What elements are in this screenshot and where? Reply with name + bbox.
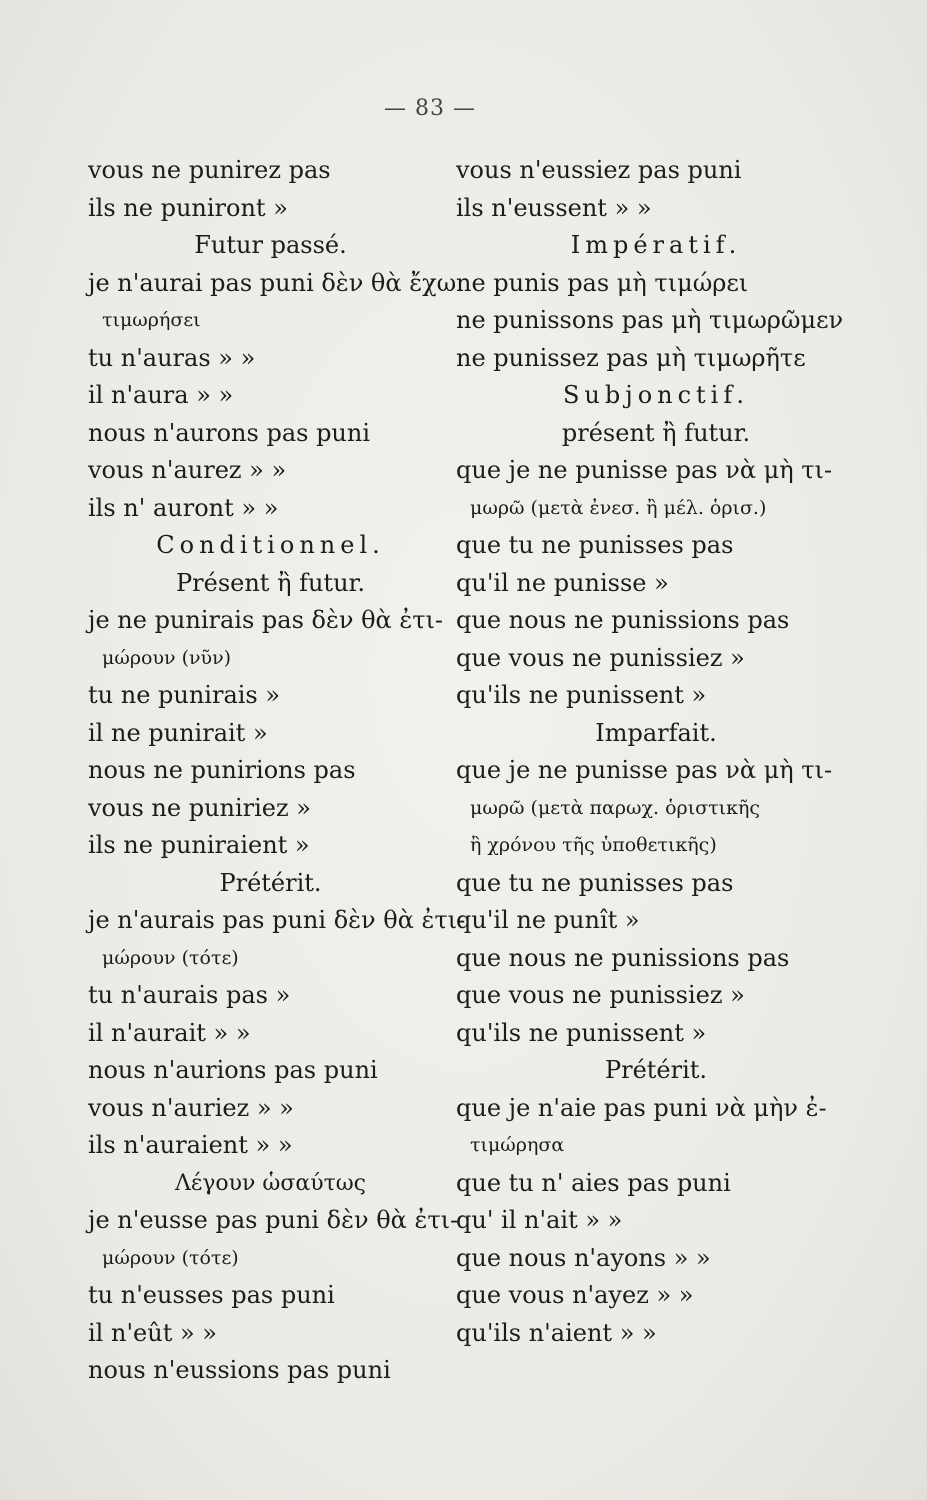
text-line: ils ne puniront » bbox=[88, 193, 288, 222]
text-line: τιμωρήσει bbox=[102, 309, 201, 331]
text-line: il ne punirait » bbox=[88, 718, 268, 747]
page-number: — 83 — bbox=[384, 96, 476, 121]
text-line: que nous ne punissions pas bbox=[456, 943, 790, 972]
text-line: que vous n'ayez » » bbox=[456, 1281, 694, 1309]
text-line: vous n'eussiez pas puni bbox=[456, 156, 742, 184]
section-heading: Λέγουν ὡσαύτως bbox=[174, 1170, 367, 1196]
section-heading: présent ἢ futur. bbox=[561, 418, 751, 447]
text-line: ils n'auraient » » bbox=[88, 1131, 293, 1159]
text-line: vous n'aurez » » bbox=[88, 456, 287, 484]
text-line: que nous ne punissions pas bbox=[456, 606, 790, 634]
text-line: que tu n' aies pas puni bbox=[456, 1168, 731, 1197]
text-line: tu n'auras » » bbox=[88, 343, 256, 372]
text-line: qu'il ne punisse » bbox=[456, 568, 669, 597]
text-line: μωρῶ (μετὰ παρωχ. ὁριστικῆς bbox=[470, 796, 760, 819]
text-line: tu n'aurais pas » bbox=[88, 981, 291, 1009]
text-line: je n'eusse pas puni δὲν θὰ ἐτι- bbox=[88, 1206, 459, 1234]
text-line: qu'ils ne punissent » bbox=[456, 1018, 707, 1047]
text-line: que vous ne punissiez » bbox=[456, 981, 745, 1009]
text-line: que tu ne punisses pas bbox=[456, 868, 734, 897]
text-line: nous n'aurons pas puni bbox=[88, 418, 371, 447]
text-line: vous n'auriez » » bbox=[88, 1093, 294, 1122]
text-line: nous n'aurions pas puni bbox=[88, 1056, 378, 1084]
text-line: il n'eût » » bbox=[88, 1318, 217, 1347]
text-line: qu'ils n'aient » » bbox=[456, 1318, 657, 1347]
section-heading: Conditionnel. bbox=[156, 531, 385, 559]
text-line: que je n'aie pas puni νὰ μὴν ἐ- bbox=[456, 1093, 827, 1122]
text-line: que vous ne punissiez » bbox=[456, 643, 745, 672]
text-line: que nous n'ayons » » bbox=[456, 1243, 711, 1272]
text-line: vous ne punirez pas bbox=[88, 156, 331, 184]
text-line: μωρῶ (μετὰ ἐνεσ. ἢ μέλ. ὁρισ.) bbox=[470, 496, 767, 519]
section-heading: Futur passé. bbox=[194, 231, 347, 259]
text-line: qu'il ne punît » bbox=[456, 906, 640, 934]
text-line: ne punissons pas μὴ τιμωρῶμεν bbox=[456, 306, 844, 334]
right-column bbox=[456, 152, 856, 1352]
text-line: μώρουν (τότε) bbox=[102, 946, 239, 969]
section-heading: Subjonctif. bbox=[562, 381, 750, 409]
text-line: μώρουν (νῦν) bbox=[102, 646, 232, 669]
text-line: ἢ χρόνου τῆς ὑποθετικῆς) bbox=[470, 834, 717, 856]
text-line: tu ne punirais » bbox=[88, 681, 281, 709]
text-line: je n'aurais pas puni δὲν θὰ ἐτι- bbox=[88, 906, 466, 934]
text-line: ne punissez pas μὴ τιμωρῆτε bbox=[456, 343, 806, 372]
text-line: nous ne punirions pas bbox=[88, 756, 356, 784]
text-line: qu'ils ne punissent » bbox=[456, 681, 707, 709]
section-heading: Impératif. bbox=[570, 231, 742, 259]
text-line: ils ne puniraient » bbox=[88, 831, 310, 859]
text-line: je n'aurai pas puni δὲν θὰ ἔχω bbox=[88, 268, 457, 297]
text-line: μώρουν (τότε) bbox=[102, 1246, 239, 1269]
text-line: ne punis pas μὴ τιμώρει bbox=[456, 268, 749, 297]
text-line: qu' il n'ait » » bbox=[456, 1206, 623, 1234]
text-line: tu n'eusses pas puni bbox=[88, 1281, 335, 1309]
text-line: vous ne puniriez » bbox=[88, 793, 311, 822]
text-line: il n'aura » » bbox=[88, 381, 234, 409]
text-line: que je ne punisse pas νὰ μὴ τι- bbox=[456, 756, 833, 784]
text-line: τιμώρησα bbox=[470, 1134, 565, 1156]
text-line: nous n'eussions pas puni bbox=[88, 1356, 391, 1384]
section-heading: Prétérit. bbox=[219, 868, 322, 897]
section-heading: Imparfait. bbox=[595, 718, 717, 747]
text-line: ils n'eussent » » bbox=[456, 193, 652, 222]
text-line: il n'aurait » » bbox=[88, 1018, 251, 1047]
text-line: que tu ne punisses pas bbox=[456, 531, 734, 559]
text-line: ils n' auront » » bbox=[88, 493, 279, 522]
text-line: je ne punirais pas δὲν θὰ ἐτι- bbox=[88, 606, 444, 634]
section-heading: Prétérit. bbox=[604, 1056, 708, 1084]
section-heading: Présent ἢ futur. bbox=[176, 568, 365, 597]
left-column bbox=[88, 152, 466, 1390]
text-line: que je ne punisse pas νὰ μὴ τι- bbox=[456, 456, 833, 484]
